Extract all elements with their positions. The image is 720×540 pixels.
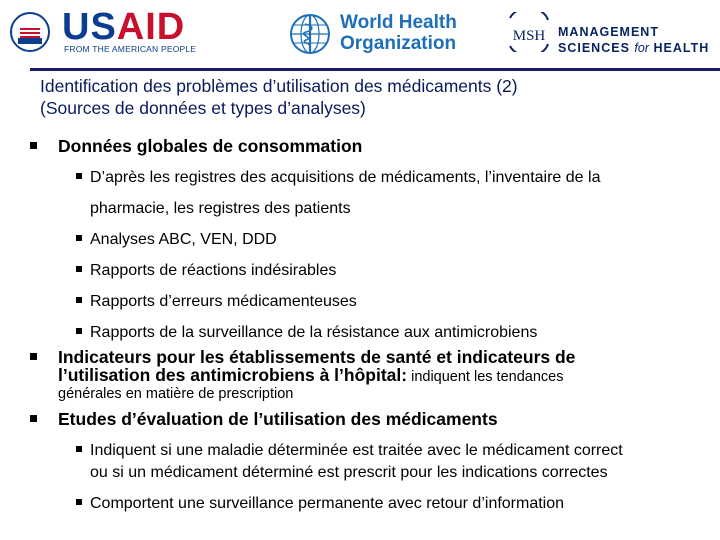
header-divider	[30, 68, 720, 71]
who-emblem-icon	[288, 12, 332, 56]
usaid-seal-icon	[10, 12, 50, 52]
subbullet-marker	[76, 446, 82, 452]
msh-logo-health: HEALTH	[653, 41, 710, 55]
subbullet-marker	[76, 266, 82, 272]
logo-bar	[0, 0, 720, 68]
bullet-indicators-line2	[58, 366, 563, 387]
subbullet-registers-cont: pharmacie, les registres des patients	[90, 200, 351, 217]
msh-logo-for: for	[634, 41, 649, 55]
subbullet-disease-treatment-cont: ou si un médicament déterminé est prescrit pour les indications correctes	[90, 464, 608, 481]
subbullet-text: Comportent une surveillance permanente avec retour d’information	[90, 495, 565, 512]
subbullet-text: D’après les registres des acquisitions de médicaments, l’inventaire de la	[90, 169, 601, 186]
bullet-indicators-line2-bold: l’utilisation des antimicrobiens à l’hôpital:	[58, 365, 408, 385]
subbullet-marker	[76, 499, 82, 505]
subbullet-text: Rapports de la surveillance de la résistance aux antimicrobiens	[90, 324, 538, 341]
bullet-marker	[30, 353, 37, 360]
bullet-indicators-line3: générales en matière de prescription	[58, 386, 294, 402]
subbullet-marker	[76, 235, 82, 241]
slide-subtitle: (Sources de données et types d’analyses)	[40, 98, 366, 118]
subbullet-text: Rapports de réactions indésirables	[90, 262, 337, 279]
msh-logo-text	[558, 24, 709, 56]
bullet-text: Etudes d’évaluation de l’utilisation des médicaments	[58, 409, 498, 429]
bullet-text: Indicateurs pour les établissements de santé et indicateurs de	[58, 347, 576, 367]
usaid-tagline: FROM THE AMERICAN PEOPLE	[64, 44, 197, 54]
who-logo-line1: World Health	[340, 12, 457, 33]
bullet-marker	[30, 142, 37, 149]
msh-logo-line1: MANAGEMENT	[558, 25, 659, 39]
usaid-logo-wordmark	[62, 8, 185, 46]
who-logo-line2: Organization	[340, 33, 457, 54]
subbullet-text: Indiquent si une maladie déterminée est traitée avec le médicament correct	[90, 442, 623, 459]
usaid-seal-handshake	[18, 38, 42, 44]
msh-mark-icon	[506, 12, 552, 52]
msh-mark-letters: MSH	[512, 28, 546, 44]
subbullet-text: Rapports d’erreurs médicamenteuses	[90, 293, 357, 310]
usaid-logo-aid: AID	[116, 6, 186, 48]
bullet-indicators-line2-normal: indiquent les tendances	[407, 369, 564, 385]
subbullet-text: Analyses ABC, VEN, DDD	[90, 231, 277, 248]
usaid-logo-us: US	[62, 6, 117, 48]
subbullet-marker	[76, 297, 82, 303]
usaid-seal-stripes	[20, 28, 40, 38]
msh-logo-line2	[558, 40, 709, 56]
msh-logo-sciences: SCIENCES	[558, 41, 630, 55]
bullet-marker	[30, 415, 37, 422]
bullet-text: Données globales de consommation	[58, 136, 363, 156]
subbullet-marker	[76, 328, 82, 334]
who-logo-text	[340, 12, 457, 54]
subbullet-marker	[76, 173, 82, 179]
slide-title: Identification des problèmes d’utilisation des médicaments (2)	[40, 76, 518, 96]
